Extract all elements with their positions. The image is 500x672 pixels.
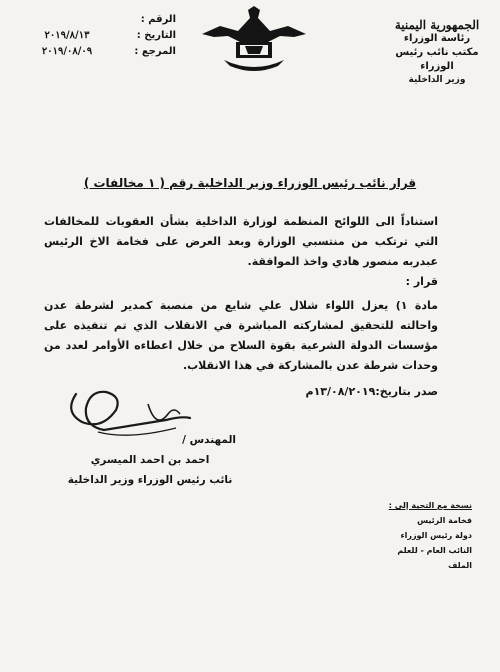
date-row [6,28,176,44]
signatory-name: احمد بن احمد الميسري [90,454,210,466]
issued-date: صدر بتاريخ:١٣/٠٨/٢٠١٩م [305,385,438,398]
copy-item: فخامة الرئيس [417,516,472,525]
copies-list [362,498,472,573]
decision-label: قرار : [405,275,438,288]
signatory-position: نائب رئيس الوزراء وزير الداخلية [67,474,233,486]
republic-line: الجمهورية اليمنية [394,18,480,32]
ministry-line: وزير الداخلية [408,75,466,85]
decision-title: قرار نائب رئيس الوزراء وزير الداخلية رقم ( ١ مخالفات ) [83,176,417,190]
copy-item: الملف [448,561,472,570]
copy-item: دولة رئيس الوزراء [400,531,472,540]
engineer-title: المهندس / [182,434,236,446]
signatory-block [60,430,240,490]
reference-value: ٢٠١٩/٠٨/٠٩ [41,46,93,57]
reference-label: المرجع : [134,46,176,57]
number-row [6,12,176,28]
number-label: الرقم : [140,14,176,25]
copies-heading: نسخة مع التحية إلى : [388,501,472,510]
date-label: التاريخ : [136,30,176,41]
eagle-emblem-icon [198,4,310,76]
preamble-paragraph: استناداً الى اللوائح المنظمة لوزارة الداخلية بشأن العقوبات للمخالفات التي ترتكب من منتسبي الوزارة وبعد العرض على فخامة الاخ الرئيس عبدربه منصور هادي واخذ الموافقة. [44,215,438,268]
number-value [6,12,128,28]
reference-block [6,12,176,60]
office-line: مكتب نائب رئيس الوزراء [395,47,479,72]
presidency-line: رئاسة الوزراء [403,33,471,44]
authority-block [382,18,492,87]
article-paragraph: مادة ١) يعزل اللواء شلال علي شايع من منصبة كمدير لشرطة عدن واحالته للتحقيق لمشاركته المباشرة في الانقلاب الذي تم تنفيذه على مؤسسات الدولة الشرعية بقوة السلاح من خلال اعطاءه الأوامر لعدد من وحدات شرطة عدن بالمشاركة في هذا الانقلاب. [44,299,438,372]
reference-row [6,44,176,60]
copy-item: النائب العام - للعلم [397,546,472,555]
date-value: ٢٠١٩/٨/١٣ [44,30,90,41]
